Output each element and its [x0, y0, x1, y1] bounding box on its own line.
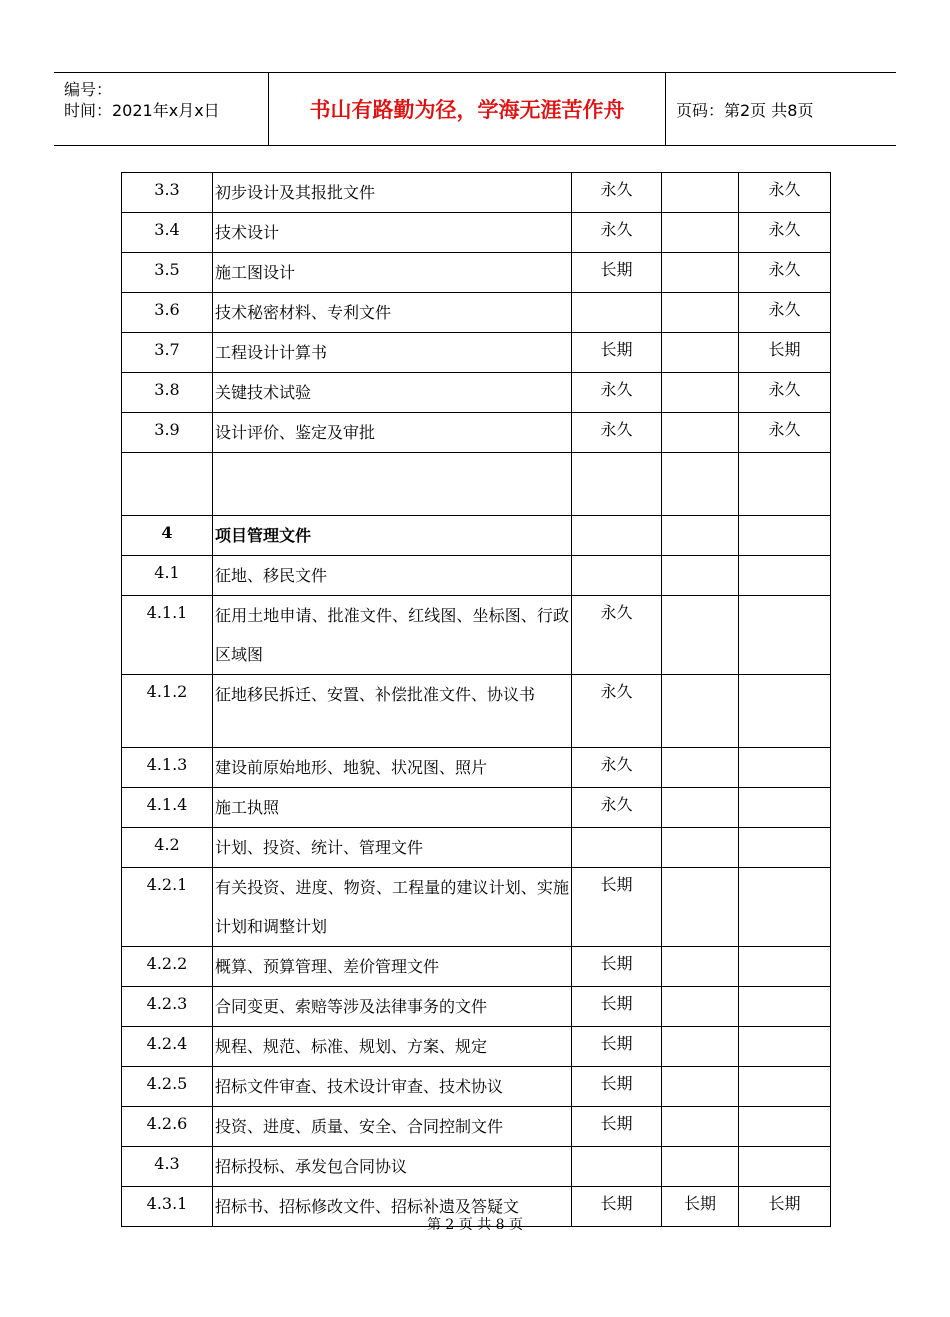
row-number: 4.1 — [122, 556, 213, 596]
retention-col-1: 长期 — [572, 1107, 662, 1147]
retention-col-1: 永久 — [572, 373, 662, 413]
retention-col-1: 长期 — [572, 1067, 662, 1107]
retention-col-2 — [662, 213, 739, 253]
table-row — [122, 1107, 831, 1147]
retention-col-3: 永久 — [739, 213, 831, 253]
row-title: 招标文件审查、技术设计审查、技术协议 — [213, 1067, 572, 1107]
row-number: 4.2 — [122, 828, 213, 868]
page-header — [54, 72, 896, 146]
retention-col-2 — [662, 828, 739, 868]
retention-col-1: 长期 — [572, 868, 662, 947]
row-number: 4.1.2 — [122, 675, 213, 748]
retention-col-2 — [662, 868, 739, 947]
retention-col-1: 永久 — [572, 173, 662, 213]
retention-col-2: 长期 — [662, 1187, 739, 1227]
retention-col-1 — [572, 293, 662, 333]
retention-col-1: 长期 — [572, 987, 662, 1027]
retention-col-3: 永久 — [739, 173, 831, 213]
row-title: 征地、移民文件 — [213, 556, 572, 596]
row-number: 4.1.1 — [122, 596, 213, 675]
row-title: 技术设计 — [213, 213, 572, 253]
retention-col-2 — [662, 596, 739, 675]
row-number: 4.2.4 — [122, 1027, 213, 1067]
row-title: 建设前原始地形、地貌、状况图、照片 — [213, 748, 572, 788]
retention-col-2 — [662, 173, 739, 213]
retention-col-1 — [572, 556, 662, 596]
table-row — [122, 516, 831, 556]
archive-retention-table — [121, 172, 831, 1227]
retention-col-2 — [662, 516, 739, 556]
table-row — [122, 748, 831, 788]
retention-col-2 — [662, 987, 739, 1027]
row-title: 施工图设计 — [213, 253, 572, 293]
document-time-label: 时间：2021年x月x日 — [64, 101, 220, 120]
row-title: 技术秘密材料、专利文件 — [213, 293, 572, 333]
row-title: 招标书、招标修改文件、招标补遗及答疑文 — [213, 1187, 572, 1227]
retention-col-1: 永久 — [572, 213, 662, 253]
row-number: 4.1.3 — [122, 748, 213, 788]
row-title: 关键技术试验 — [213, 373, 572, 413]
retention-col-2 — [662, 748, 739, 788]
retention-col-1: 长期 — [572, 947, 662, 987]
retention-col-1: 永久 — [572, 413, 662, 453]
row-title: 合同变更、索赔等涉及法律事务的文件 — [213, 987, 572, 1027]
retention-col-2 — [662, 333, 739, 373]
retention-col-3: 永久 — [739, 413, 831, 453]
row-title: 工程设计计算书 — [213, 333, 572, 373]
retention-col-3 — [739, 987, 831, 1027]
table-row — [122, 675, 831, 748]
retention-col-1: 长期 — [572, 1027, 662, 1067]
retention-col-2 — [662, 1147, 739, 1187]
row-number: 3.4 — [122, 213, 213, 253]
row-number: 4.2.3 — [122, 987, 213, 1027]
retention-col-3: 永久 — [739, 373, 831, 413]
row-number: 4.3.1 — [122, 1187, 213, 1227]
retention-col-2 — [662, 556, 739, 596]
retention-col-2 — [662, 947, 739, 987]
table-row — [122, 1067, 831, 1107]
table-row — [122, 947, 831, 987]
retention-col-3 — [739, 1107, 831, 1147]
retention-col-1: 永久 — [572, 675, 662, 748]
row-title: 概算、预算管理、差价管理文件 — [213, 947, 572, 987]
retention-col-2 — [662, 453, 739, 516]
table-row — [122, 788, 831, 828]
retention-col-3 — [739, 516, 831, 556]
retention-col-2 — [662, 373, 739, 413]
retention-col-1: 永久 — [572, 596, 662, 675]
retention-col-3 — [739, 556, 831, 596]
retention-col-1: 长期 — [572, 333, 662, 373]
table-row — [122, 987, 831, 1027]
retention-col-3 — [739, 788, 831, 828]
table-row — [122, 173, 831, 213]
retention-col-1 — [572, 828, 662, 868]
header-page-number: 页码：第2页 共8页 — [676, 100, 814, 120]
table-row — [122, 373, 831, 413]
retention-col-2 — [662, 413, 739, 453]
retention-col-3 — [739, 675, 831, 748]
retention-col-2 — [662, 293, 739, 333]
table-row — [122, 828, 831, 868]
row-number: 3.7 — [122, 333, 213, 373]
retention-col-3 — [739, 748, 831, 788]
table-row — [122, 556, 831, 596]
table-row — [122, 333, 831, 373]
retention-col-3 — [739, 596, 831, 675]
retention-col-1 — [572, 516, 662, 556]
table-row — [122, 1027, 831, 1067]
row-title: 项目管理文件 — [213, 516, 572, 556]
row-title: 设计评价、鉴定及审批 — [213, 413, 572, 453]
retention-col-3 — [739, 1027, 831, 1067]
retention-col-3: 长期 — [739, 333, 831, 373]
row-title: 初步设计及其报批文件 — [213, 173, 572, 213]
row-number: 4.2.1 — [122, 868, 213, 947]
header-motto: 书山有路勤为径，学海无涯苦作舟 — [268, 73, 666, 145]
row-title: 规程、规范、标准、规划、方案、规定 — [213, 1027, 572, 1067]
row-title: 施工执照 — [213, 788, 572, 828]
table-row — [122, 868, 831, 947]
retention-col-1 — [572, 453, 662, 516]
retention-col-2 — [662, 1107, 739, 1147]
row-title: 征地移民拆迁、安置、补偿批准文件、协议书 — [213, 675, 572, 748]
retention-col-2 — [662, 1027, 739, 1067]
retention-col-1: 长期 — [572, 1187, 662, 1227]
retention-col-1: 长期 — [572, 253, 662, 293]
retention-col-1 — [572, 1147, 662, 1187]
retention-col-3: 长期 — [739, 1187, 831, 1227]
row-number: 4.3 — [122, 1147, 213, 1187]
row-number: 3.8 — [122, 373, 213, 413]
row-title: 计划、投资、统计、管理文件 — [213, 828, 572, 868]
retention-col-3: 永久 — [739, 253, 831, 293]
row-number: 3.9 — [122, 413, 213, 453]
document-number-label: 编号： — [64, 80, 113, 99]
row-title — [213, 453, 572, 516]
row-number: 4.2.6 — [122, 1107, 213, 1147]
page-footer: 第 2 页 共 8 页 — [426, 1217, 524, 1233]
retention-col-3 — [739, 828, 831, 868]
row-number — [122, 453, 213, 516]
retention-col-3 — [739, 1067, 831, 1107]
table-row — [122, 253, 831, 293]
row-title: 投资、进度、质量、安全、合同控制文件 — [213, 1107, 572, 1147]
row-number: 4 — [122, 516, 213, 556]
row-title: 有关投资、进度、物资、工程量的建议计划、实施计划和调整计划 — [213, 868, 572, 947]
retention-col-3 — [739, 1147, 831, 1187]
retention-col-1: 永久 — [572, 788, 662, 828]
row-title: 征用土地申请、批准文件、红线图、坐标图、行政区域图 — [213, 596, 572, 675]
row-number: 4.2.5 — [122, 1067, 213, 1107]
table-row — [122, 453, 831, 516]
retention-col-1: 永久 — [572, 748, 662, 788]
retention-col-2 — [662, 253, 739, 293]
row-number: 3.3 — [122, 173, 213, 213]
row-number: 3.6 — [122, 293, 213, 333]
table-row — [122, 413, 831, 453]
retention-col-3 — [739, 453, 831, 516]
retention-col-2 — [662, 1067, 739, 1107]
row-title: 招标投标、承发包合同协议 — [213, 1147, 572, 1187]
header-meta — [54, 73, 268, 145]
row-number: 4.1.4 — [122, 788, 213, 828]
table-row — [122, 1147, 831, 1187]
retention-col-2 — [662, 788, 739, 828]
retention-col-2 — [662, 675, 739, 748]
table-row — [122, 596, 831, 675]
row-number: 3.5 — [122, 253, 213, 293]
table-row — [122, 213, 831, 253]
retention-col-3 — [739, 947, 831, 987]
table-row — [122, 293, 831, 333]
retention-col-3 — [739, 868, 831, 947]
row-number: 4.2.2 — [122, 947, 213, 987]
retention-col-3: 永久 — [739, 293, 831, 333]
